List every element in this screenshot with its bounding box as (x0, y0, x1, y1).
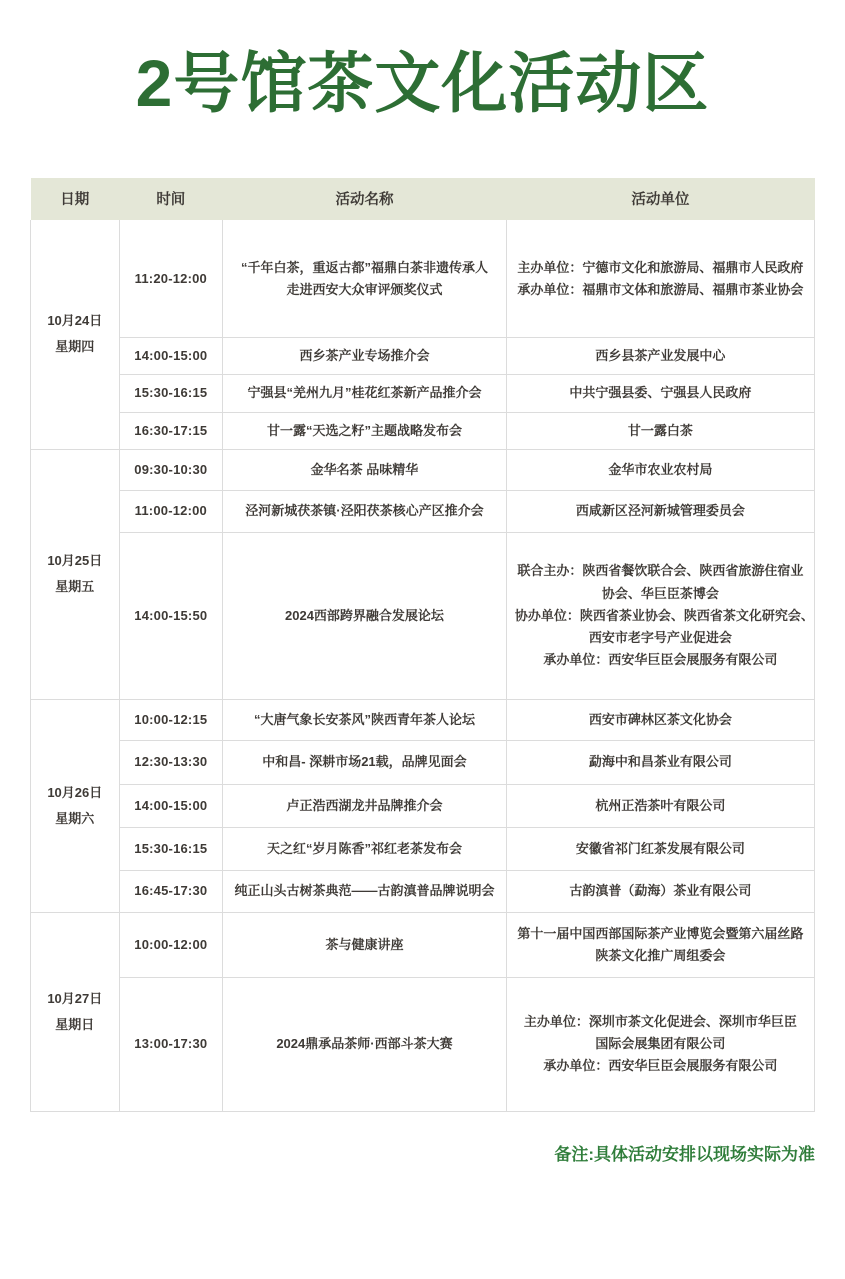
activity-name-cell: 茶与健康讲座 (223, 912, 507, 977)
date-cell: 10月26日 星期六 (31, 699, 120, 912)
table-row (31, 912, 815, 977)
col-header-activity-unit: 活动单位 (506, 178, 814, 220)
activity-name-cell: 泾河新城茯茶镇·泾阳茯茶核心产区推介会 (223, 490, 507, 532)
activity-unit-cell: 金华市农业农村局 (506, 449, 814, 490)
time-cell: 11:20-12:00 (119, 220, 222, 338)
time-cell: 16:45-17:30 (119, 870, 222, 912)
table-row (31, 827, 815, 870)
time-cell: 10:00-12:15 (119, 699, 222, 740)
time-cell: 11:00-12:00 (119, 490, 222, 532)
time-cell: 13:00-17:30 (119, 977, 222, 1111)
table-row (31, 449, 815, 490)
activity-unit-cell: 古韵滇普（勐海）茶业有限公司 (506, 870, 814, 912)
time-cell: 12:30-13:30 (119, 740, 222, 784)
activity-name-cell: 中和昌- 深耕市场21载，品牌见面会 (223, 740, 507, 784)
activity-unit-cell: 西安市碑林区茶文化协会 (506, 699, 814, 740)
time-cell: 10:00-12:00 (119, 912, 222, 977)
date-cell: 10月27日 星期日 (31, 912, 120, 1111)
table-row (31, 740, 815, 784)
activity-unit-cell: 主办单位：深圳市茶文化促进会、深圳市华巨臣 国际会展集团有限公司 承办单位：西安华巨臣会展服务有限公司 (506, 977, 814, 1111)
activity-unit-cell: 杭州正浩茶叶有限公司 (506, 784, 814, 827)
col-header-activity-name: 活动名称 (223, 178, 507, 220)
schedule-body (31, 220, 815, 1111)
time-cell: 14:00-15:00 (119, 338, 222, 375)
activity-unit-cell: 勐海中和昌茶业有限公司 (506, 740, 814, 784)
date-cell: 10月25日 星期五 (31, 449, 120, 699)
table-row (31, 784, 815, 827)
activity-name-cell: 金华名茶 品味精华 (223, 449, 507, 490)
activity-name-cell: 卢正浩西湖龙井品牌推介会 (223, 784, 507, 827)
table-row (31, 490, 815, 532)
activity-name-cell: “千年白茶，重返古都”福鼎白茶非遗传承人 走进西安大众审评颁奖仪式 (223, 220, 507, 338)
activity-unit-cell: 西咸新区泾河新城管理委员会 (506, 490, 814, 532)
activity-name-cell: 西乡茶产业专场推介会 (223, 338, 507, 375)
table-row (31, 699, 815, 740)
activity-name-cell: 2024西部跨界融合发展论坛 (223, 532, 507, 699)
activity-name-cell: 宁强县“羌州九月”桂花红茶新产品推介会 (223, 375, 507, 412)
table-row (31, 977, 815, 1111)
time-cell: 16:30-17:15 (119, 412, 222, 449)
table-row (31, 870, 815, 912)
activity-name-cell: 天之红“岁月陈香”祁红老茶发布会 (223, 827, 507, 870)
time-cell: 14:00-15:00 (119, 784, 222, 827)
header-row (31, 178, 815, 220)
col-header-time: 时间 (119, 178, 222, 220)
activity-name-cell: 2024鼎承品茶师·西部斗茶大赛 (223, 977, 507, 1111)
time-cell: 09:30-10:30 (119, 449, 222, 490)
schedule-table (30, 178, 815, 1112)
activity-unit-cell: 中共宁强县委、宁强县人民政府 (506, 375, 814, 412)
footer-note: 备注:具体活动安排以现场实际为准 (554, 1144, 815, 1164)
col-header-date: 日期 (31, 178, 120, 220)
schedule-table-container (30, 178, 815, 1112)
table-row (31, 220, 815, 338)
activity-name-cell: 纯正山头古树茶典范——古韵滇普品牌说明会 (223, 870, 507, 912)
activity-unit-cell: 主办单位：宁德市文化和旅游局、福鼎市人民政府 承办单位：福鼎市文体和旅游局、福鼎市茶业协会 (506, 220, 814, 338)
time-cell: 15:30-16:15 (119, 375, 222, 412)
table-row (31, 412, 815, 449)
activity-unit-cell: 第十一届中国西部国际茶产业博览会暨第六届丝路 陕茶文化推广周组委会 (506, 912, 814, 977)
activity-unit-cell: 甘一露白茶 (506, 412, 814, 449)
activity-unit-cell: 联合主办：陕西省餐饮联合会、陕西省旅游住宿业 协会、华巨臣茶博会 协办单位：陕西省茶业协会、陕西省茶文化研究会、 西安市老字号产业促进会 承办单位：西安华巨臣会展服务有限公司 (506, 532, 814, 699)
time-cell: 15:30-16:15 (119, 827, 222, 870)
activity-unit-cell: 西乡县茶产业发展中心 (506, 338, 814, 375)
activity-name-cell: “大唐气象长安茶风”陕西青年茶人论坛 (223, 699, 507, 740)
time-cell: 14:00-15:50 (119, 532, 222, 699)
table-row (31, 375, 815, 412)
date-cell: 10月24日 星期四 (31, 220, 120, 449)
page-title: 2号馆茶文化活动区 (135, 46, 710, 120)
activity-unit-cell: 安徽省祁门红茶发展有限公司 (506, 827, 814, 870)
activity-name-cell: 甘一露“天选之籽”主题战略发布会 (223, 412, 507, 449)
table-row (31, 532, 815, 699)
table-row (31, 338, 815, 375)
